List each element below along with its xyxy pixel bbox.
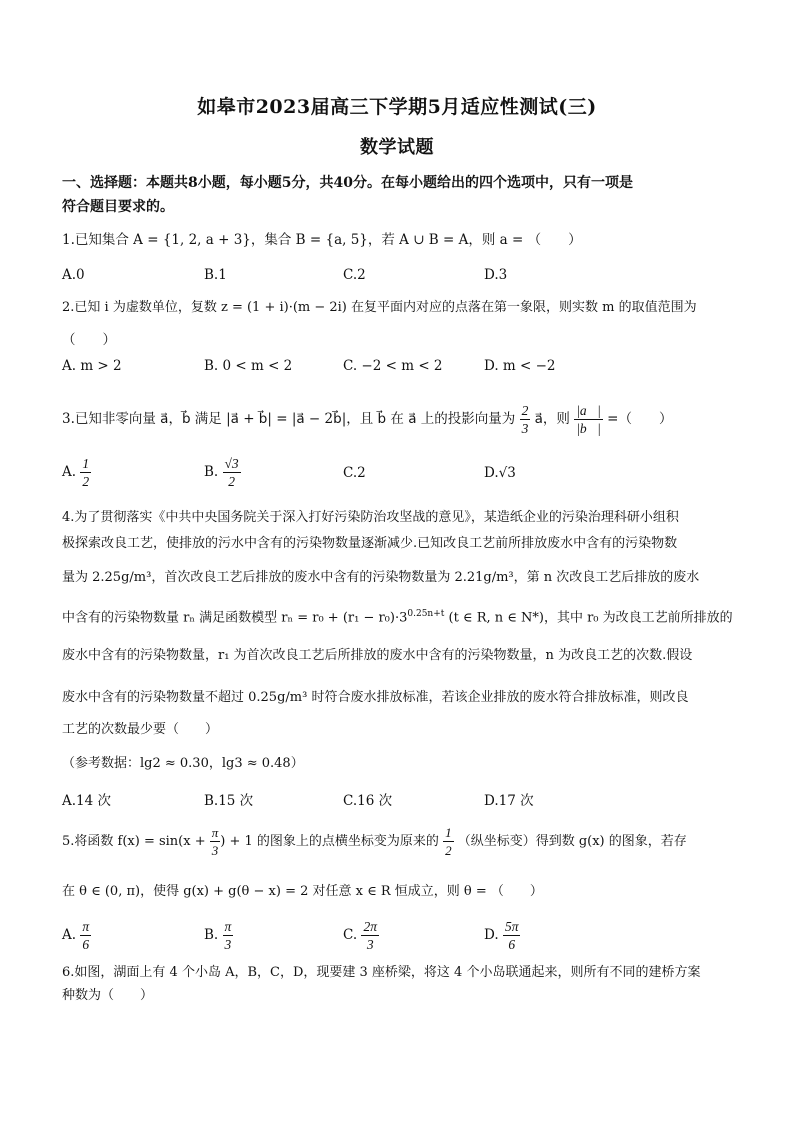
q5-option-a-fraction	[80, 918, 91, 953]
q3-ratio-fraction	[574, 402, 603, 437]
q4-option-c: C.16 次	[343, 793, 393, 809]
question-4-line6: 废水中含有的污染物数量不超过 0.25g/m³ 时符合废水排放标准，若该企业排放的废水符合排放标准，则改良	[62, 690, 689, 705]
q5-pi-den: 3	[211, 843, 219, 858]
q1-option-a: A.0	[62, 267, 85, 283]
q3-option-b-num: √3	[224, 456, 239, 471]
q1-option-d: D.3	[484, 267, 508, 283]
q3-option-a-prefix: A.	[62, 464, 77, 480]
q3-proj-num: 2	[521, 403, 529, 418]
q3-part1: 3.已知非零向量 a⃗，b⃗ 满足 |a⃗ + b⃗| = |a⃗ − 2b⃗|，且 b⃗ 在 a⃗ 上的投影向量为	[62, 411, 516, 427]
q3-option-a	[62, 455, 91, 490]
question-6-line1: 6.如图，湖面上有 4 个小岛 A，B，C，D，现要建 3 座桥梁，将这 4 个小岛联通起来，则所有不同的建桥方案	[62, 965, 701, 980]
q3-ratio-den: |b⃗|	[576, 421, 601, 436]
q5-result-text: （纵坐标变）得到数 g(x) 的图象，若存	[457, 834, 687, 849]
q3-option-b-den: 2	[228, 474, 235, 489]
q5-transform-text: ) + 1 的图象上的点横坐标变为原来的	[220, 834, 439, 849]
q4-option-b: B.15 次	[204, 793, 254, 809]
q3-option-a-fraction	[80, 455, 91, 490]
section-heading-line2: 符合题目要求的。	[62, 199, 174, 215]
q5-half-num: 1	[445, 825, 452, 840]
question-1-text: 1.已知集合 A = {1, 2, a + 3}，集合 B = {a, 5}，若 A ∪ B = A，则 a = （ ）	[62, 232, 582, 248]
q5-option-d	[484, 918, 520, 953]
q3-option-d-prefix: D.	[484, 465, 499, 481]
question-4-line7: 工艺的次数最少要（ ）	[62, 722, 219, 737]
question-4-line1: 4.为了贯彻落实《中共中央国务院关于深入打好污染防治攻坚战的意见》，某造纸企业的污染治理科研小组积	[62, 510, 679, 525]
q5-half-fraction	[443, 824, 454, 859]
q5-option-a-num: π	[82, 919, 90, 934]
q5-option-d-prefix: D.	[484, 927, 499, 943]
q5-option-a-den: 6	[82, 937, 90, 952]
question-2-text-line2: （ ）	[62, 332, 116, 348]
q3-ratio-num: |a⃗|	[576, 403, 601, 418]
q5-option-b-den: 3	[224, 937, 232, 952]
question-5-line2: 在 θ ∈ (0, π)，使得 g(x) + g(θ − x) = 2 对任意 x ∈ R 恒成立，则 θ = （ ）	[62, 884, 543, 899]
q5-half-den: 2	[445, 843, 452, 858]
q2-option-d: D. m < −2	[484, 358, 556, 374]
question-4-line5: 废水中含有的污染物数量，r₁ 为首次改良工艺后所排放的废水中含有的污染物数量，n 为改良工艺的次数.假设	[62, 648, 693, 663]
question-3-options	[62, 455, 734, 495]
q5-pi-num: π	[211, 825, 219, 840]
question-4-line3: 量为 2.25g/m³，首次改良工艺后排放的废水中含有的污染物数量为 2.21g/m³，第 n 次改良工艺后排放的废水	[62, 570, 700, 585]
q5-option-b-num: π	[224, 919, 232, 934]
q2-option-b: B. 0 < m < 2	[204, 358, 293, 374]
q2-option-c: C. −2 < m < 2	[343, 358, 443, 374]
q5-option-c-prefix: C.	[343, 927, 358, 943]
q3-option-c: C.2	[343, 465, 366, 481]
q4-model-domain: (t ∈ R, n ∈ N*)，其中 r₀ 为改良工艺前所排放的	[444, 610, 733, 626]
q5-option-d-fraction	[503, 918, 521, 953]
q5-option-c-num: 2π	[363, 919, 377, 934]
q3-part2: a⃗，则	[534, 411, 570, 427]
q4-option-a: A.14 次	[62, 793, 112, 809]
q3-option-b-fraction	[223, 455, 241, 490]
q5-function-def: 5.将函数 f(x) = sin(x +	[62, 834, 206, 849]
q4-option-d: D.17 次	[484, 793, 534, 809]
q3-option-b	[204, 455, 241, 490]
q3-option-d	[484, 465, 516, 481]
exam-subtitle: 数学试题	[360, 137, 434, 158]
q5-option-c-fraction	[361, 918, 379, 953]
q5-option-d-num: 5π	[504, 919, 519, 934]
q4-model-formula: 中含有的污染物数量 rₙ 满足函数模型 rₙ = r₀ + (r₁ − r₀)·3	[62, 610, 408, 626]
question-5-line1	[62, 822, 734, 862]
q5-option-a	[62, 918, 91, 953]
q5-option-b-fraction	[223, 918, 234, 953]
q3-option-a-num: 1	[82, 456, 90, 471]
question-2-options	[62, 358, 734, 398]
q3-option-d-value: √3	[498, 465, 516, 481]
q3-proj-den: 3	[521, 421, 529, 436]
exam-title: 如皋市2023届高三下学期5月适应性测试(三)	[197, 96, 597, 118]
question-4-line4	[62, 604, 734, 628]
q1-option-c: C.2	[343, 267, 366, 283]
q5-option-d-den: 6	[508, 937, 516, 952]
q5-pi-over-3	[210, 824, 221, 859]
q5-option-b	[204, 918, 233, 953]
q5-option-c	[343, 918, 379, 953]
question-5-options	[62, 918, 734, 958]
question-3-text	[62, 395, 734, 443]
q3-projection-fraction	[520, 402, 531, 437]
question-4-reference: （参考数据：lg2 ≈ 0.30，lg3 ≈ 0.48）	[62, 756, 304, 771]
q3-option-a-den: 2	[82, 474, 90, 489]
q3-part3: =（ ）	[607, 411, 673, 427]
q1-option-b: B.1	[204, 267, 227, 283]
question-6-line2: 种数为（ ）	[62, 988, 154, 1003]
section-heading-line1: 一、选择题：本题共8小题，每小题5分，共40分。在每小题给出的四个选项中，只有一项是	[62, 175, 633, 191]
q2-option-a: A. m > 2	[62, 358, 122, 374]
q4-model-exponent: 0.25n+t	[407, 609, 445, 619]
question-2-text: 2.已知 i 为虚数单位，复数 z = (1 + i)·(m − 2i) 在复平面内对应的点落在第一象限，则实数 m 的取值范围为	[62, 300, 697, 315]
q3-option-b-prefix: B.	[204, 464, 219, 480]
q5-option-b-prefix: B.	[204, 927, 219, 943]
q5-option-a-prefix: A.	[62, 927, 77, 943]
q5-option-c-den: 3	[366, 937, 374, 952]
question-4-line2: 极探索改良工艺，使排放的污水中含有的污染物数量逐渐减少.已知改良工艺前所排放废水中含有的污染物数	[62, 536, 678, 551]
